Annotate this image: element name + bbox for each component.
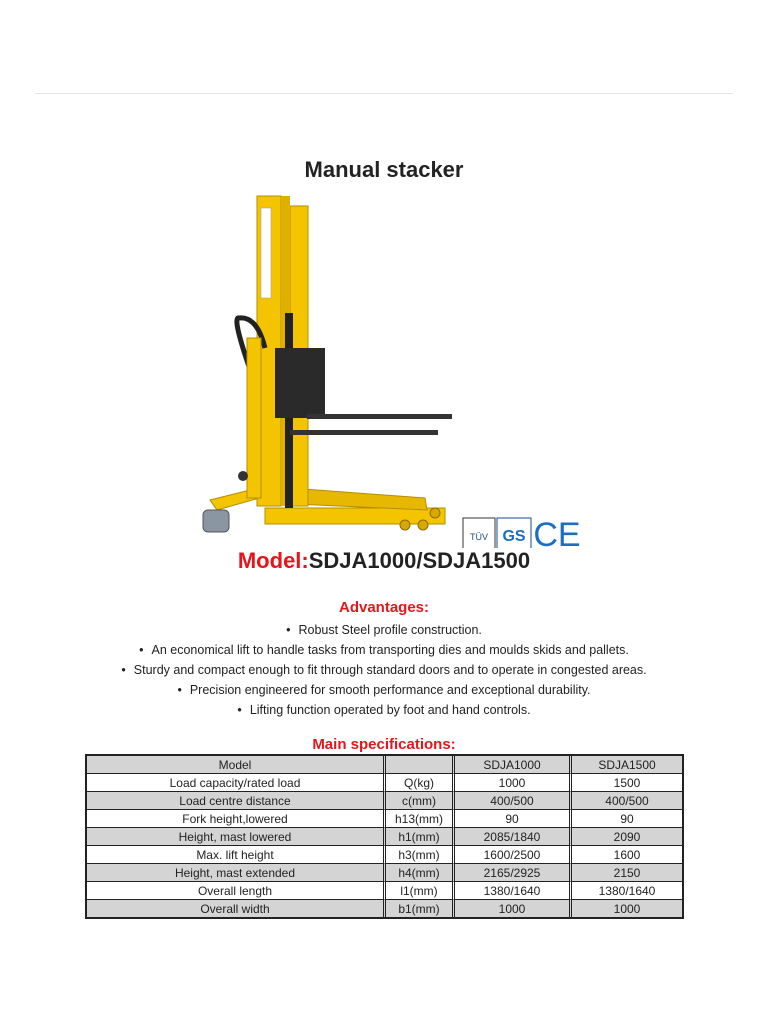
stacker-wheel-front-1 xyxy=(400,520,410,530)
page-title: Manual stacker xyxy=(304,156,464,182)
table-cell: c(mm) xyxy=(386,792,455,810)
table-cell: 1000 xyxy=(455,900,572,917)
table-cell: Q(kg) xyxy=(386,774,455,792)
table-cell: 1500 xyxy=(572,774,682,792)
table-cell: 2090 xyxy=(572,828,682,846)
table-cell: 400/500 xyxy=(455,792,572,810)
stacker-leg-rear xyxy=(290,488,427,510)
table-cell: 90 xyxy=(572,810,682,828)
table-cell: 2165/2925 xyxy=(455,864,572,882)
tuv-badge xyxy=(463,518,495,548)
table-cell: 400/500 xyxy=(572,792,682,810)
table-cell: 1380/1640 xyxy=(572,882,682,900)
stacker-wheel-front-2 xyxy=(418,520,428,530)
table-cell: h4(mm) xyxy=(386,864,455,882)
model-line xyxy=(0,548,768,574)
stacker-product-image xyxy=(195,188,595,548)
gs-badge xyxy=(497,518,531,548)
stacker-wheel-rear xyxy=(203,510,229,532)
table-cell: h3(mm) xyxy=(386,846,455,864)
header-cell: Model xyxy=(87,756,386,774)
table-cell: Load capacity/rated load xyxy=(87,774,386,792)
table-row xyxy=(87,900,682,917)
table-cell: 1600 xyxy=(572,846,682,864)
stacker-wheel-front-3 xyxy=(430,508,440,518)
table-cell: 1000 xyxy=(572,900,682,917)
table-row xyxy=(87,864,682,882)
advantage-item: • Precision engineered for smooth performance and exceptional durability. xyxy=(0,680,768,700)
stacker-leg xyxy=(265,508,445,524)
advantage-item: • Robust Steel profile construction. xyxy=(0,620,768,640)
header-cell: SDJA1000 xyxy=(455,756,572,774)
gs-badge-text: GS xyxy=(502,528,526,545)
stacker-carriage xyxy=(275,348,325,418)
table-cell: Overall length xyxy=(87,882,386,900)
table-cell: l1(mm) xyxy=(386,882,455,900)
table-cell: Height, mast extended xyxy=(87,864,386,882)
table-cell: 2150 xyxy=(572,864,682,882)
table-row xyxy=(87,828,682,846)
stacker-fork-upper xyxy=(307,414,452,419)
header-cell: SDJA1500 xyxy=(572,756,682,774)
table-cell: Overall width xyxy=(87,900,386,917)
table-row xyxy=(87,774,682,792)
table-cell: 90 xyxy=(455,810,572,828)
model-label: Model: xyxy=(237,548,309,573)
specifications-heading: Main specifications: xyxy=(312,736,456,753)
advantage-item: • Sturdy and compact enough to fit through standard doors and to operate in congested areas. xyxy=(0,660,768,680)
table-cell: b1(mm) xyxy=(386,900,455,917)
advantages-heading: Advantages: xyxy=(338,599,430,616)
ce-mark: CE xyxy=(533,516,581,548)
table-row xyxy=(87,846,682,864)
table-row xyxy=(87,882,682,900)
tuv-badge-text: TÜV xyxy=(470,532,488,542)
table-cell: 2085/1840 xyxy=(455,828,572,846)
table-cell: h1(mm) xyxy=(386,828,455,846)
stacker-scale-label xyxy=(261,208,271,298)
table-cell: 1380/1640 xyxy=(455,882,572,900)
table-cell: Load centre distance xyxy=(87,792,386,810)
top-divider xyxy=(35,93,733,94)
table-cell: 1000 xyxy=(455,774,572,792)
table-cell: Height, mast lowered xyxy=(87,828,386,846)
advantage-item: • Lifting function operated by foot and hand controls. xyxy=(0,700,768,720)
table-cell: 1600/2500 xyxy=(455,846,572,864)
advantage-item: • An economical lift to handle tasks from transporting dies and moulds skids and pallets. xyxy=(0,640,768,660)
specifications-table xyxy=(85,754,684,919)
table-row xyxy=(87,792,682,810)
model-value: SDJA1000/SDJA1500 xyxy=(308,548,531,573)
stacker-foot-pedal xyxy=(238,471,248,481)
header-cell xyxy=(386,756,455,774)
advantages-list xyxy=(0,620,768,720)
table-header-row xyxy=(87,756,682,774)
table-row xyxy=(87,810,682,828)
table-cell: h13(mm) xyxy=(386,810,455,828)
table-cell: Fork height,lowered xyxy=(87,810,386,828)
stacker-handle-post xyxy=(247,338,261,498)
table-cell: Max. lift height xyxy=(87,846,386,864)
stacker-fork-lower xyxy=(290,430,438,435)
